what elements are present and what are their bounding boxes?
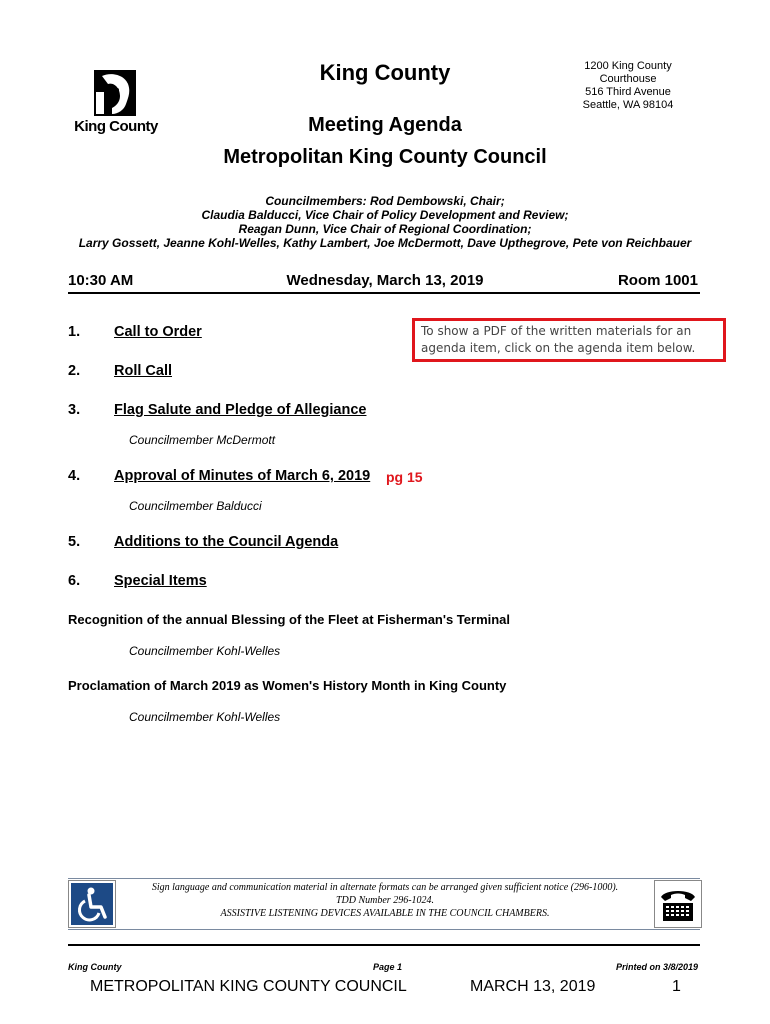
agenda-item-flag-salute[interactable]: Flag Salute and Pledge of Allegiance	[114, 402, 367, 418]
members-line: Larry Gossett, Jeanne Kohl-Welles, Kathy Lambert, Joe McDermott, Dave Upthegrove, Pete von Reichbauer	[78, 236, 692, 250]
org-title: King County	[319, 60, 451, 85]
item-number: 6.	[68, 573, 81, 589]
notice-line: ASSISTIVE LISTENING DEVICES AVAILABLE IN THE COUNCIL CHAMBERS.	[220, 908, 550, 919]
item-sponsor: Councilmember Kohl-Welles	[129, 710, 281, 724]
footer-divider	[68, 944, 700, 946]
agenda-item-call-to-order[interactable]: Call to Order	[114, 324, 202, 340]
item-sponsor: Councilmember Balducci	[129, 499, 262, 513]
agenda-item-additions[interactable]: Additions to the Council Agenda	[114, 534, 339, 550]
meeting-time: 10:30 AM	[68, 272, 134, 289]
wheelchair-icon	[68, 880, 116, 928]
councilmembers-list	[20, 194, 750, 250]
item-number: 3.	[68, 402, 81, 418]
footer-printed-date: Printed on 3/8/2019	[615, 962, 698, 972]
special-item-title: Recognition of the annual Blessing of the Fleet at Fisherman's Terminal	[68, 612, 511, 627]
notice-line: TDD Number 296-1024.	[335, 895, 435, 906]
logo-wordmark: King County	[74, 118, 158, 135]
tdd-phone-icon	[654, 880, 702, 928]
agenda-item-approval-of-minutes[interactable]: Approval of Minutes of March 6, 2019	[114, 468, 371, 484]
agenda-item-roll-call[interactable]: Roll Call	[114, 363, 173, 379]
item-sponsor: Councilmember McDermott	[129, 433, 276, 447]
meeting-date: Wednesday, March 13, 2019	[286, 272, 484, 289]
item-number: 2.	[68, 363, 81, 379]
running-footer-council: METROPOLITAN KING COUNTY COUNCIL	[90, 978, 407, 995]
running-footer-page-number: 1	[672, 978, 681, 995]
members-line: Councilmembers: Rod Dembowski, Chair;	[265, 194, 505, 208]
notice-line: Sign language and communication material in alternate formats can be arranged given sufficient notice (296-1000).	[151, 882, 619, 893]
pdf-instructions-box: To show a PDF of the written materials for an agenda item, click on the agenda item below.	[412, 318, 726, 362]
running-footer-date: MARCH 13, 2019	[470, 978, 596, 995]
king-county-logo	[68, 68, 164, 140]
meeting-room: Room 1001	[617, 272, 698, 289]
address-block	[550, 60, 706, 112]
document-type: Meeting Agenda	[308, 114, 462, 136]
address-line: 516 Third Avenue	[585, 86, 671, 98]
footer-page: Page 1	[372, 962, 403, 972]
accessibility-notice	[122, 881, 648, 920]
item-number: 5.	[68, 534, 81, 550]
address-line: 1200 King County	[584, 60, 672, 72]
address-line: Courthouse	[599, 73, 657, 85]
footer-org: King County	[68, 962, 122, 972]
special-item-title: Proclamation of March 2019 as Women's History Month in King County	[68, 678, 507, 693]
agenda-item-special-items[interactable]: Special Items	[114, 573, 207, 589]
council-name: Metropolitan King County Council	[223, 146, 547, 168]
address-line: Seattle, WA 98104	[582, 99, 674, 111]
item-number: 1.	[68, 324, 81, 340]
item-number: 4.	[68, 468, 81, 484]
members-line: Reagan Dunn, Vice Chair of Regional Coordination;	[238, 222, 532, 236]
members-line: Claudia Balducci, Vice Chair of Policy Development and Review;	[201, 208, 569, 222]
item-sponsor: Councilmember Kohl-Welles	[129, 644, 281, 658]
page-reference-link[interactable]: pg 15	[386, 469, 423, 485]
header-divider	[68, 292, 700, 294]
